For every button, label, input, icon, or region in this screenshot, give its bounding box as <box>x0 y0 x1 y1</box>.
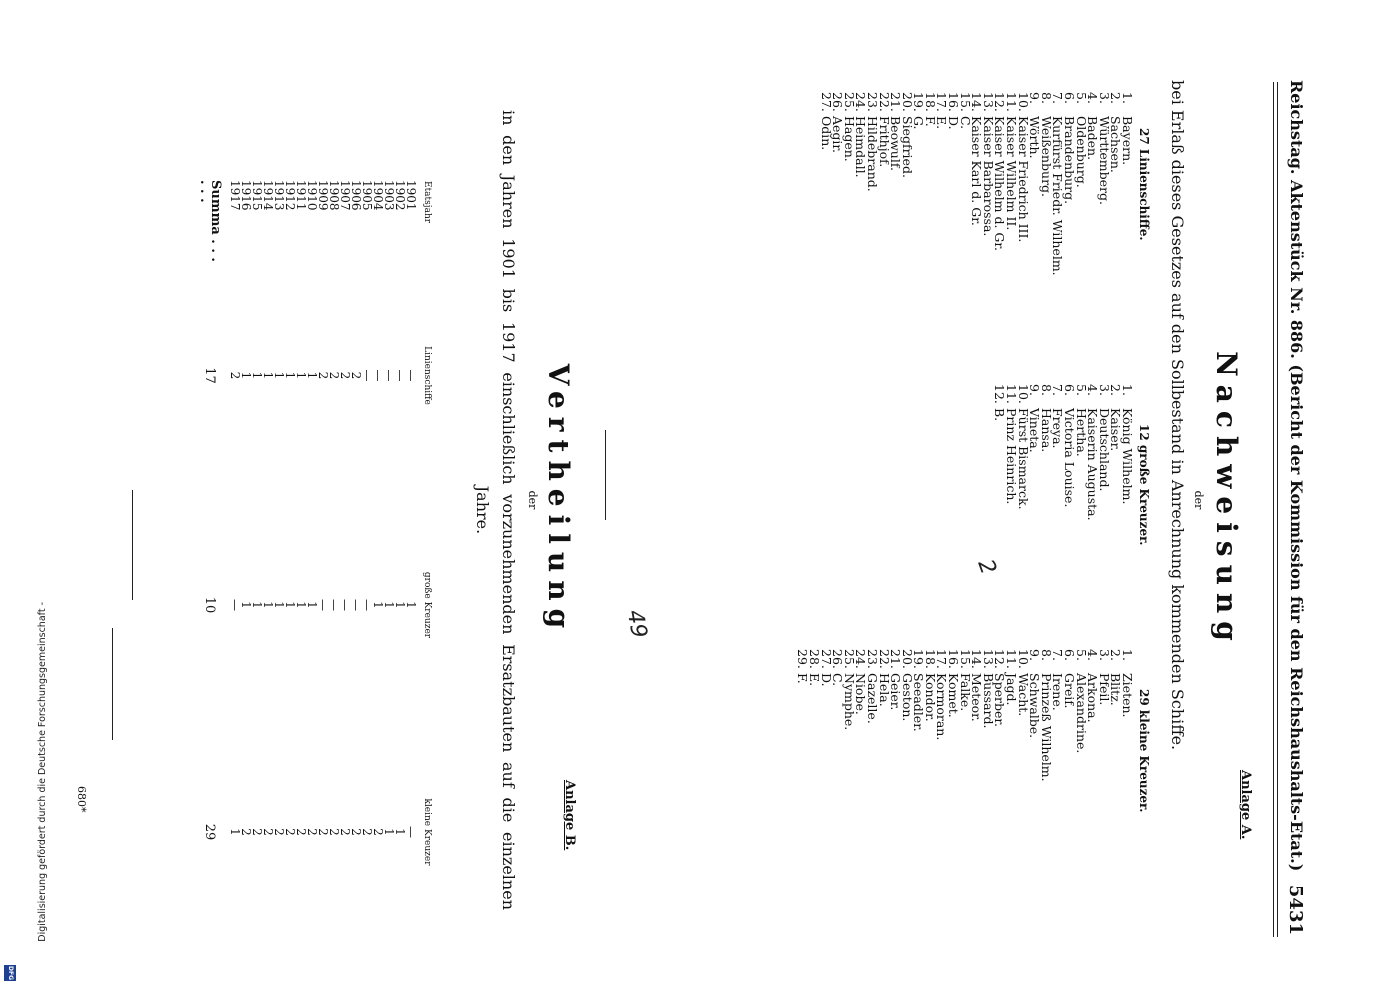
distribution-table <box>199 180 433 943</box>
ship-number: 14. <box>969 92 985 112</box>
ship-name: Prinzeß Wilhelm. <box>1038 673 1054 782</box>
count-cell: 2 <box>338 828 352 836</box>
ship-name: Wacht. <box>1015 673 1031 717</box>
vertheilung-title: Vertheilung <box>542 363 575 637</box>
ship-name: B. <box>992 408 1008 422</box>
header-rule-2 <box>1273 82 1274 937</box>
ship-name: Nymphe. <box>841 673 857 731</box>
ship-name: Vineta. <box>1027 408 1043 453</box>
count-cell: 2 <box>316 371 330 380</box>
count-cell: 1 <box>228 828 242 836</box>
count-cell: 1 <box>305 601 319 609</box>
list-item <box>808 649 820 812</box>
handwritten-annotation-2: 49 <box>621 608 652 640</box>
count-cell: 1 <box>250 371 264 380</box>
ship-number: 19. <box>911 92 927 112</box>
count-cell: 2 <box>327 828 341 836</box>
count-cell: 2 <box>272 828 286 836</box>
ship-name: Hagen. <box>841 116 857 162</box>
ship-number: 3. <box>1096 92 1112 104</box>
ship-name: Meteor. <box>969 673 985 722</box>
list-item <box>1121 384 1133 545</box>
count-cell: 1 <box>283 601 297 609</box>
count-cell: — <box>228 599 242 611</box>
ship-name: Kormoran. <box>934 673 950 741</box>
ship-name: Beowulf. <box>888 116 904 172</box>
page-footer: 680* <box>75 786 88 813</box>
ship-number: 4. <box>1085 92 1101 104</box>
ship-name: Bayern. <box>1120 116 1135 166</box>
list-item <box>924 92 936 276</box>
ship-number: 10. <box>1015 384 1031 404</box>
dfg-logo: DFG <box>4 965 16 981</box>
ship-name: C. <box>957 116 973 130</box>
list-item <box>797 649 809 812</box>
ship-number: 5. <box>1073 649 1089 661</box>
sum-rule <box>132 490 133 600</box>
year-cell: 1917 <box>228 180 242 211</box>
ship-name: Niobe. <box>853 673 869 715</box>
count-cell: — <box>338 599 352 611</box>
ship-number: 26. <box>830 92 846 112</box>
ship-name: F. <box>795 673 811 684</box>
sum-linienschiffe: 17 <box>202 367 218 384</box>
ship-name: Frithjof. <box>876 116 892 168</box>
ship-name: Geston. <box>899 673 915 722</box>
table-row <box>229 180 240 943</box>
count-cell: 2 <box>294 828 308 836</box>
count-cell: 1 <box>371 601 385 609</box>
grosse-kreuzer-column <box>994 384 1151 545</box>
grosse-kreuzer-list <box>994 384 1133 545</box>
ship-name: Kaiser Wilhelm d. Gr. <box>992 116 1008 251</box>
count-cell: 2 <box>305 828 319 836</box>
ship-number: 24. <box>853 649 869 669</box>
year-cell: 1915 <box>250 180 264 211</box>
count-cell: 1 <box>272 371 286 380</box>
ship-number: 2. <box>1108 92 1124 104</box>
count-cell: 2 <box>327 371 341 380</box>
ship-number: 8. <box>1038 649 1054 661</box>
count-cell: 1 <box>294 601 308 609</box>
count-cell: 1 <box>305 371 319 380</box>
ship-number: 10. <box>1015 92 1031 112</box>
ship-number: 12. <box>992 384 1008 404</box>
handwritten-annotation-1: 2 <box>972 556 1001 578</box>
count-cell: 1 <box>382 828 396 836</box>
ship-number: 7. <box>1050 92 1066 104</box>
page-number: 5431 <box>1285 884 1306 935</box>
list-item <box>1004 649 1020 812</box>
count-cell: 1 <box>393 828 407 836</box>
ship-number: 26. <box>830 649 846 669</box>
ship-name: Wörth. <box>1027 116 1043 159</box>
count-cell: — <box>404 826 418 838</box>
ship-number: 9. <box>1027 384 1043 396</box>
count-cell: 2 <box>371 828 385 836</box>
count-cell: 1 <box>239 601 253 609</box>
count-cell: — <box>327 599 341 611</box>
ship-number: 20. <box>899 92 915 112</box>
year-cell: 1903 <box>382 180 396 211</box>
ship-name: Deutschland. <box>1096 408 1112 492</box>
ship-number: 7. <box>1050 649 1066 661</box>
ship-number: 13. <box>980 649 996 669</box>
ship-name: D. <box>818 673 834 687</box>
ship-name: G. <box>911 116 927 130</box>
ship-name: Kaiserin Augusta. <box>1085 408 1101 521</box>
count-cell: — <box>360 599 374 611</box>
ship-number: 28. <box>806 649 822 669</box>
year-cell: 1901 <box>404 180 418 211</box>
ship-number: 21. <box>888 92 904 112</box>
header-kleine-kreuzer: kleine Kreuzer <box>422 798 432 866</box>
ship-name: Arkona. <box>1085 673 1101 723</box>
grosse-kreuzer-heading: 12 große Kreuzer. <box>1137 424 1151 546</box>
ship-name: Victoria Louise. <box>1062 408 1078 508</box>
ship-name: Hansa. <box>1038 408 1054 453</box>
year-cell: 1913 <box>272 180 286 211</box>
ship-name: Oldenburg. <box>1073 116 1089 188</box>
year-cell: 1906 <box>349 180 363 211</box>
ship-number: 15. <box>957 649 973 669</box>
ship-number: 23. <box>864 649 880 669</box>
ship-number: 21. <box>888 649 904 669</box>
ship-number: 22. <box>876 649 892 669</box>
header-rule-1 <box>1277 82 1278 937</box>
count-cell: 2 <box>360 828 374 836</box>
ship-name: Freya. <box>1050 408 1066 449</box>
list-item <box>820 92 832 276</box>
count-cell: 2 <box>283 828 297 836</box>
ship-number: 22. <box>876 92 892 112</box>
ship-name: Bussard. <box>980 673 996 729</box>
year-cell: 1904 <box>371 180 385 211</box>
ship-name: E. <box>934 116 950 130</box>
anlage-a-label: Anlage A. <box>1238 770 1253 840</box>
list-item <box>1062 384 1078 545</box>
ship-number: 12. <box>992 92 1008 112</box>
ship-number: 6. <box>1062 92 1078 104</box>
ship-number: 4. <box>1085 649 1101 661</box>
ship-name: Kondor. <box>922 673 938 722</box>
ship-name: Brandenburg. <box>1062 116 1078 205</box>
count-cell: 1 <box>393 601 407 609</box>
sum-label: Summa . . . . . . <box>197 180 223 262</box>
list-item <box>866 92 878 276</box>
ship-number: 17. <box>934 92 950 112</box>
ship-number: 9. <box>1027 649 1043 661</box>
ship-name: Seeadler. <box>911 673 927 732</box>
ship-number: 17. <box>934 649 950 669</box>
ship-number: 20. <box>899 649 915 669</box>
count-cell: — <box>316 599 330 611</box>
year-cell: 1905 <box>360 180 374 211</box>
ship-number: 6. <box>1062 649 1078 661</box>
count-cell: 1 <box>283 371 297 380</box>
list-item <box>1121 649 1133 812</box>
ship-name: Baden. <box>1085 116 1101 161</box>
ship-number: 16. <box>946 649 962 669</box>
ship-name: Schwalbe. <box>1027 673 1043 739</box>
ship-number: 29. <box>795 649 811 669</box>
ship-name: Komet. <box>946 673 962 718</box>
ship-name: F. <box>922 116 938 127</box>
count-cell: — <box>393 369 407 382</box>
ship-name: D. <box>946 116 962 130</box>
ship-name: Siegfried. <box>899 116 915 178</box>
ship-name: Kaiser Friedrich III. <box>1015 116 1031 243</box>
ship-number: 3. <box>1096 649 1112 661</box>
ship-name: Alexandrine. <box>1073 673 1089 754</box>
count-cell: — <box>360 369 374 382</box>
ship-number: 16. <box>946 92 962 112</box>
count-cell: 1 <box>261 371 275 380</box>
ship-name: Blitz. <box>1108 673 1124 706</box>
kleine-kreuzer-heading: 29 kleine Kreuzer. <box>1137 689 1151 813</box>
anlage-b-label: Anlage B. <box>562 780 577 851</box>
count-cell: 1 <box>382 601 396 609</box>
ship-name: Prinz Heinrich. <box>1004 408 1020 505</box>
list-item <box>1062 92 1078 276</box>
count-cell: 2 <box>261 828 275 836</box>
year-cell: 1914 <box>261 180 275 211</box>
der-label-2: der <box>526 490 539 510</box>
nachweisung-subtitle: bei Erlaß dieses Gesetzes auf den Sollbestand in Anrechnung kommenden Schiffe. <box>1168 80 1187 751</box>
count-cell: — <box>371 369 385 382</box>
ship-name: Kaiser Wilhelm II. <box>1004 116 1020 231</box>
year-cell: 1908 <box>327 180 341 211</box>
ship-number: 5. <box>1073 92 1089 104</box>
ship-number: 27. <box>818 649 834 669</box>
linienschiffe-list <box>820 92 1133 276</box>
table-body <box>229 180 416 943</box>
nachweisung-title: Nachweisung <box>1210 351 1243 649</box>
list-item <box>1004 92 1020 276</box>
ship-number: 7. <box>1050 384 1066 396</box>
ship-name: Hildebrand. <box>864 116 880 192</box>
ship-number: 12. <box>992 649 1008 669</box>
header-title: Reichstag. Aktenstück Nr. 886. (Bericht der Kommission für den Reichshaushalts-Etat.) <box>1287 80 1306 872</box>
ship-name: Hertha. <box>1073 408 1089 457</box>
ship-number: 1. <box>1120 384 1135 396</box>
count-cell: 2 <box>239 828 253 836</box>
ship-name: E. <box>806 673 822 687</box>
header-grosse-kreuzer: große Kreuzer <box>422 571 432 639</box>
header-etatsjahr: Etatsjahr <box>422 181 432 224</box>
year-cell: 1910 <box>305 180 319 211</box>
ship-name: Kaiser. <box>1108 408 1124 452</box>
ship-name: C. <box>830 673 846 687</box>
ship-number: 8. <box>1038 384 1054 396</box>
ship-number: 24. <box>853 92 869 112</box>
ship-name: Kaiser Barbarossa. <box>980 116 996 237</box>
count-cell: 1 <box>239 371 253 380</box>
ship-name: Gazelle. <box>864 673 880 724</box>
ship-number: 10. <box>1015 649 1031 669</box>
ship-number: 3. <box>1096 384 1112 396</box>
ship-number: 11. <box>1004 649 1020 669</box>
ship-name: Sperber. <box>992 673 1008 727</box>
ship-number: 6. <box>1062 384 1078 396</box>
count-cell: 1 <box>261 601 275 609</box>
ship-number: 9. <box>1027 92 1043 104</box>
table-sum-row <box>199 180 229 943</box>
ship-number: 14. <box>969 649 985 669</box>
ship-name: Hela. <box>876 673 892 707</box>
ship-name: Heimdall. <box>853 116 869 178</box>
page-header <box>1276 80 1318 935</box>
table-header-row <box>416 180 433 943</box>
count-cell: 1 <box>250 601 264 609</box>
ship-name: Sachsen. <box>1108 116 1124 173</box>
count-cell: 2 <box>338 371 352 380</box>
count-cell: 1 <box>294 371 308 380</box>
ship-name: Kurfürst Friedr. Wilhelm. <box>1050 116 1066 276</box>
ship-number: 23. <box>864 92 880 112</box>
count-cell: 2 <box>349 828 363 836</box>
ship-number: 2. <box>1108 384 1124 396</box>
year-cell: 1909 <box>316 180 330 211</box>
ship-number: 19. <box>911 649 927 669</box>
ship-name: Fürst Bismarck. <box>1015 408 1031 510</box>
ship-number: 13. <box>980 92 996 112</box>
ship-name: Zieten. <box>1120 673 1135 718</box>
ship-name: Irene. <box>1050 673 1066 711</box>
ship-name: Geier. <box>888 673 904 711</box>
ship-name: König Wilhelm. <box>1120 408 1135 505</box>
ship-name: Falke. <box>957 673 973 712</box>
sum-kleine-kreuzer: 29 <box>202 823 218 841</box>
list-item <box>1121 92 1133 276</box>
kleine-kreuzer-column <box>797 649 1151 812</box>
sum-grosse-kreuzer: 10 <box>202 596 218 614</box>
ship-name: Aegir. <box>830 116 846 153</box>
list-item <box>866 649 878 812</box>
year-cell: 1911 <box>294 180 308 211</box>
count-cell: 2 <box>228 371 242 380</box>
ship-name: Kaiser Karl d. Gr. <box>969 116 985 226</box>
year-cell: 1902 <box>393 180 407 211</box>
count-cell: 2 <box>250 828 264 836</box>
year-cell: 1907 <box>338 180 352 211</box>
ship-number: 11. <box>1004 92 1020 112</box>
list-item <box>1004 384 1020 545</box>
ship-name: Weißenburg. <box>1038 116 1054 198</box>
list-item <box>948 92 960 276</box>
ship-name: Pfeil. <box>1096 673 1112 706</box>
ship-name: Württemberg. <box>1096 116 1112 206</box>
count-cell: — <box>404 369 418 382</box>
ship-name: Greif. <box>1062 673 1078 709</box>
ship-number: 15. <box>957 92 973 112</box>
ship-number: 27. <box>818 92 834 112</box>
count-cell: 1 <box>272 601 286 609</box>
ship-number: 11. <box>1004 384 1020 404</box>
ship-number: 18. <box>922 92 938 112</box>
ship-number: 8. <box>1038 92 1054 104</box>
der-label-1: der <box>1192 490 1205 510</box>
linienschiffe-heading: 27 Linienschiffe. <box>1137 128 1151 241</box>
vertheilung-subtitle: in den Jahren 1901 bis 1917 einschließlich vorzunehmenden Ersatzbauten auf die einzelnen Jahre. <box>473 110 518 910</box>
ship-number: 1. <box>1120 649 1135 661</box>
list-item <box>982 649 994 812</box>
ship-name: Jagd. <box>1004 673 1020 706</box>
ship-number: 25. <box>841 92 857 112</box>
year-cell: 1912 <box>283 180 297 211</box>
ship-number: 4. <box>1085 384 1101 396</box>
funding-note: Digitalisierung gefördert durch die Deutsche Forschungsgemeinschaft - <box>37 602 48 942</box>
linienschiffe-column <box>820 92 1151 276</box>
count-cell: 1 <box>404 601 418 609</box>
count-cell: — <box>382 369 396 382</box>
year-cell: 1916 <box>239 180 253 211</box>
ship-number: 1. <box>1120 92 1135 104</box>
count-cell: 2 <box>316 828 330 836</box>
header-linienschiffe: Linienschiffe <box>422 346 432 405</box>
count-cell: — <box>349 599 363 611</box>
list-item <box>948 649 960 812</box>
ship-name: Odin. <box>818 116 834 151</box>
kleine-kreuzer-list <box>797 649 1133 812</box>
ship-number: 5. <box>1073 384 1089 396</box>
ship-number: 2. <box>1108 649 1124 661</box>
section-separator <box>605 430 606 520</box>
count-cell: 2 <box>349 371 363 380</box>
ship-number: 25. <box>841 649 857 669</box>
sum-rule-2 <box>112 628 113 740</box>
ship-number: 18. <box>922 649 938 669</box>
